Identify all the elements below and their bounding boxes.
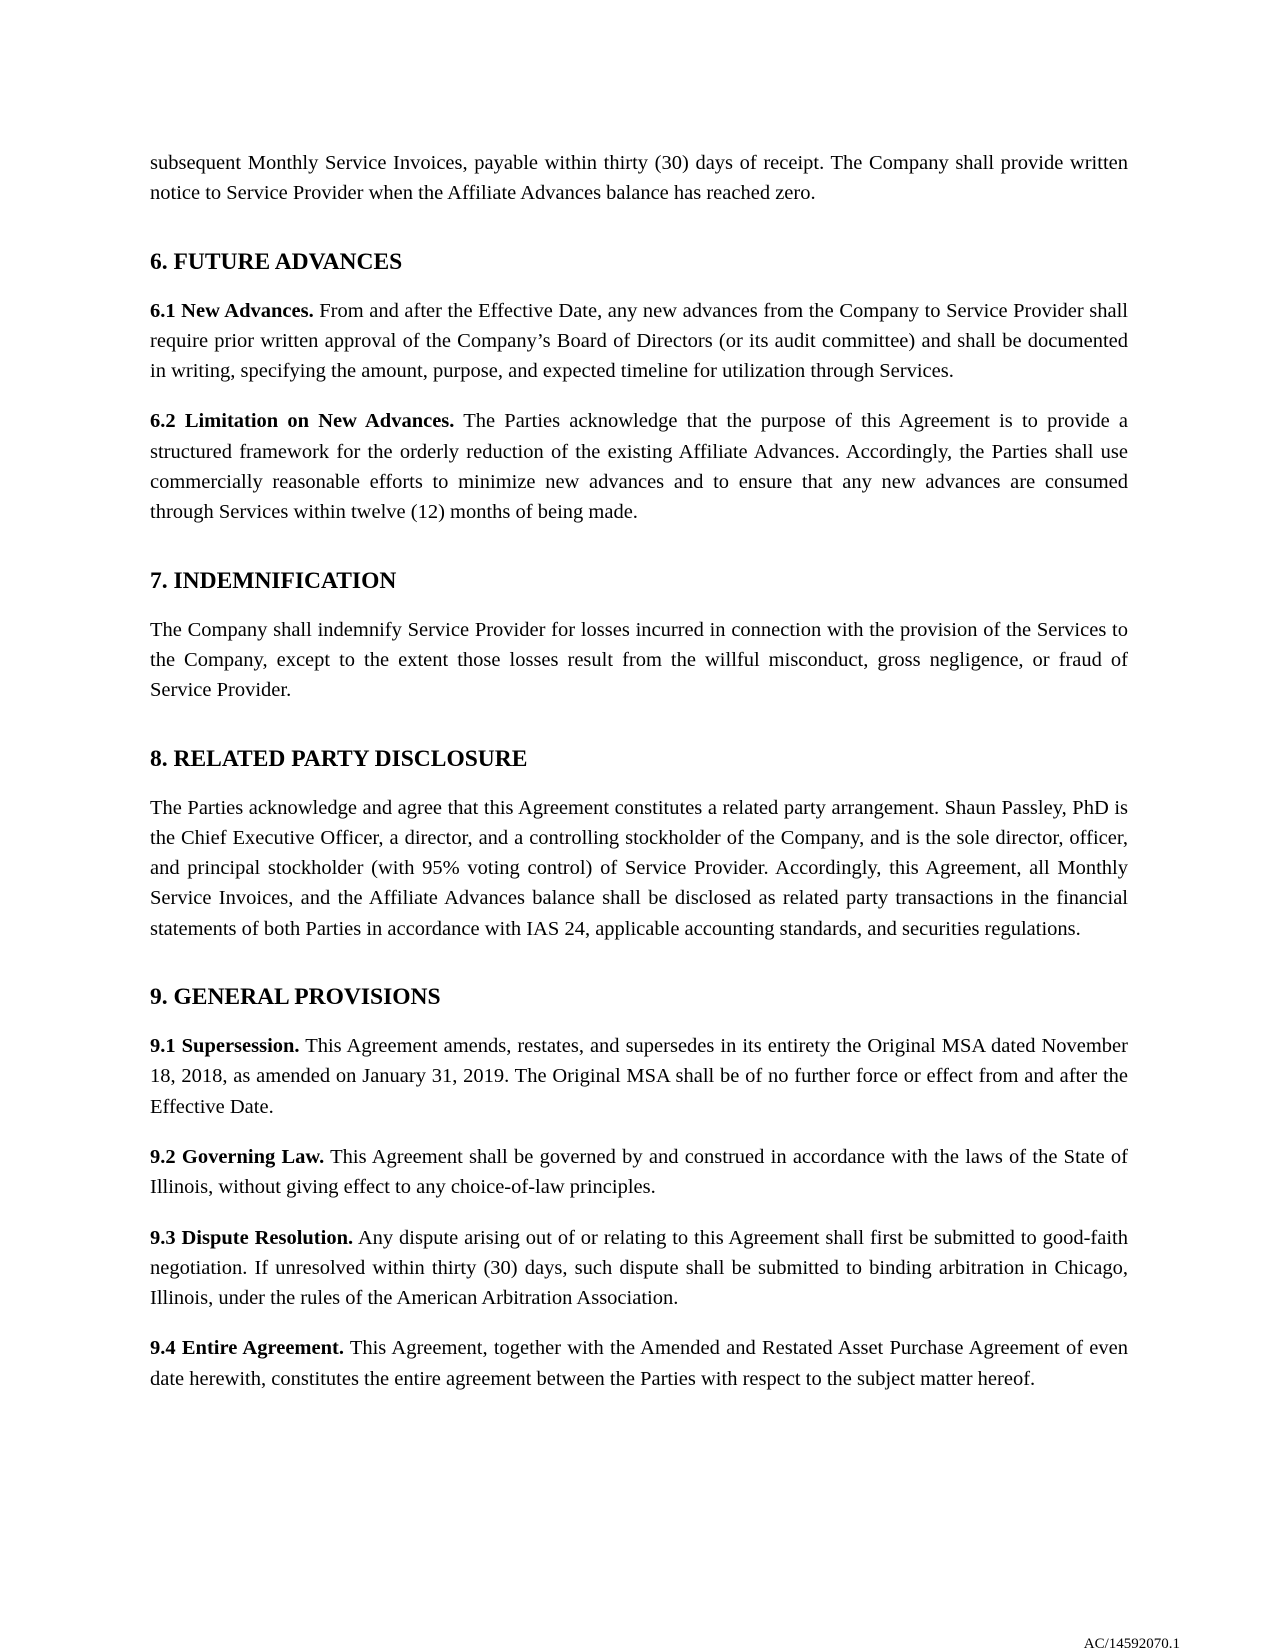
section-6-2-label: 6.2 Limitation on New Advances. <box>150 410 455 433</box>
section-9-2-label: 9.2 Governing Law. <box>150 1145 325 1168</box>
section-9-1-label: 9.1 Supersession. <box>150 1035 300 1058</box>
section-9-2-text: This Agreement shall be governed by and construed in accordance with the laws of the State of Illinois, without giving effect to any choice-of-law principles. <box>150 1145 1128 1199</box>
section-6-1-text: From and after the Effective Date, any new advances from the Company to Service Provider shall require prior written approval of the Company’s Board of Directors (or its audit committee) and shall be documented in writing, specifying the amount, purpose, and expected timeline for utilization through Services. <box>150 299 1128 383</box>
section-6-heading: 6. FUTURE ADVANCES <box>150 248 403 275</box>
section-8-paragraph: The Parties acknowledge and agree that this Agreement constitutes a related party arrangement. Shaun Passley, PhD is the Chief Executive Officer, a director, and a controlling stockholder of the Company, and is the sole director, officer, and principal stockholder (with 95% voting control) of Service Provider. Accordingly, this Agreement, all Monthly Service Invoices, and the Affiliate Advances balance shall be disclosed as related party transactions in the financial statements of both Parties in accordance with IAS 24, applicable accounting standards, and securities regulations. <box>150 796 1128 940</box>
section-9-4-label: 9.4 Entire Agreement. <box>150 1337 344 1360</box>
section-9-2-paragraph <box>150 1142 1128 1203</box>
section-9-4-text: This Agreement, together with the Amended and Restated Asset Purchase Agreement of even date herewith, constitutes the entire agreement between the Parties with respect to the subject matter hereof. <box>150 1337 1128 1390</box>
section-9-4-paragraph <box>150 1333 1128 1394</box>
section-8-heading: 8. RELATED PARTY DISCLOSURE <box>150 745 528 772</box>
section-9-3-text: Any dispute arising out of or relating to this Agreement shall first be submitted to good-faith negotiation. If unresolved within thirty (30) days, such dispute shall be submitted to binding arbitration in Chicago, Illinois, under the rules of the American Arbitration Association. <box>150 1226 1129 1310</box>
section-6-2-text: The Parties acknowledge that the purpose of this Agreement is to provide a structured framework for the orderly reduction of the existing Affiliate Advances. Accordingly, the Parties shall use commercially reasonable efforts to minimize new advances and to ensure that any new advances are consumed through Services within twelve (12) months of being made. <box>150 410 1128 524</box>
document-page <box>150 148 1128 1394</box>
section-9-heading: 9. GENERAL PROVISIONS <box>150 984 441 1011</box>
section-7-paragraph: The Company shall indemnify Service Provider for losses incurred in connection with the provision of the Services to the Company, except to the extent those losses result from the willful misconduct, gross negligence, or fraud of Service Provider. <box>150 618 1128 702</box>
section-6-1-paragraph <box>150 296 1128 387</box>
section-9-1-text: This Agreement amends, restates, and supersedes in its entirety the Original MSA dated November 18, 2018, as amended on January 31, 2019. The Original MSA shall be of no further force or effect from and after the Effective Date. <box>150 1035 1128 1118</box>
section-6-2-paragraph <box>150 406 1128 527</box>
section-9-3-label: 9.3 Dispute Resolution. <box>150 1226 354 1249</box>
intro-paragraph: subsequent Monthly Service Invoices, payable within thirty (30) days of receipt. The Company shall provide written notice to Service Provider when the Affiliate Advances balance has reached zero. <box>150 152 1128 205</box>
section-6-1-label: 6.1 New Advances. <box>150 299 314 322</box>
section-9-1-paragraph <box>150 1031 1128 1122</box>
document-id-footer: AC/14592070.1 <box>1083 1636 1180 1652</box>
section-9-3-paragraph <box>150 1223 1128 1314</box>
section-7-heading: 7. INDEMNIFICATION <box>150 567 397 594</box>
